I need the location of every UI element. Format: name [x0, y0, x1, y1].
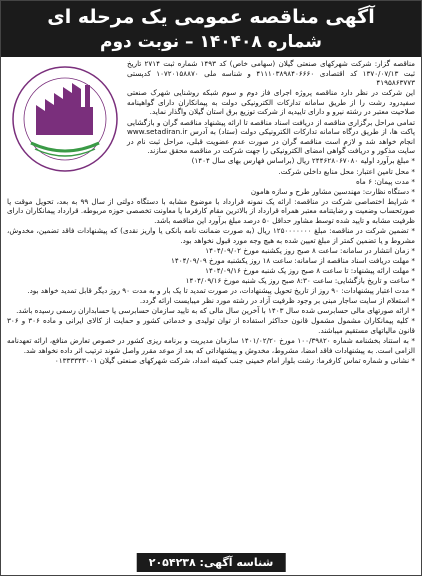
paragraph: * شرایط اختصاصی شرکت در مناقصه: ارائه یک نمونه قرارداد با موضوع مشابه با دستگاه دولتی از سال ۹۹ به بعد، تحویل موقت یا صورتحساب وضعیت و رضایتنامه معتبر همراه قرارداد از بالاترین مقام کارفرما یا معاونت تخصصی حوزه مربوطه. قرارداد پیمانکاران دارای ظرفیت مشابه و تایید شده توسط مشاور حداقل ۵۰ درصد مبلغ برآورد این مناقصه باشد. — [7, 196, 415, 225]
paragraph: * ساعت و تاریخ بازگشایی: ساعت ۸:۳۰ صبح روز یک شنبه مورخ ۱۴۰۴/۰۹/۱۶ — [185, 276, 415, 286]
paragraph: * مهلت دریافت اسناد مناقصه از سامانه: ساعت ۱۸ روز یکشنبه مورخ ۱۴۰۴/۰۹/۰۹ — [171, 255, 415, 265]
paragraph: * محل تامین اعتبار: محل منابع داخلی شرکت. — [278, 166, 415, 176]
tender-body — [7, 59, 415, 545]
ad-id-badge: شناسه آگهی: ۲۰۵۴۲۳۸ — [137, 553, 286, 572]
paragraph: تمامی مراحل برگزاری مناقصه از دریافت اسناد مناقصه تا ارائه پیشنهاد مناقصه گران و بازگشایی پاکت ها، از طریق درگاه سامانه تدارکات الکترونیکی دولت (ستاد) به آدرس www.setadiran.ir انجام خواهد شد و لازم است مناقصه گران در صورت عدم عضویت قبلی، مراحل ثبت نام در سایت مذکور و دریافت گواهی امضای الکترونیکی را جهت شرکت در مناقصه محقق سازند. — [127, 117, 415, 156]
paragraph: * زمان انتشار در سامانه: ساعت ۸ صبح روز یکشنبه مورخ ۱۴۰۴/۰۹/۰۲ — [205, 245, 415, 255]
paragraph: * استعلام از سایت ساجار مبنی بر وجود ظرفیت آزاد در رشته مورد نظر میبایست ارائه گردد. — [139, 296, 415, 306]
tender-footer — [1, 549, 421, 575]
paragraph: * تضمین شرکت در مناقصه: مبلغ ۱۲۵۰۰۰۰۰۰۰ ریال (به صورت ضمانت نامه بانکی یا واریز نقدی) که پیشنهادات فاقد تضمین، مخدوش، مشروط و یا تضمین کمتر از مبلغ تعیین شده به هیچ وجه مورد قبول نخواهد بود. — [7, 226, 415, 245]
paragraph: * به استناد بخشنامه شماره ۱۰۰/۳۹۸۲۰ مورخ ۱۴۰۱/۰۲/۲۰ سازمان مدیریت و برنامه ریزی کشور در خصوص تعارض منافع، ارائه تعهدنامه الزامی است. به پیشنهادات فاقد امضا، مشروط، مخدوش و پیشنهاداتی که بعد از موعد مقرر واصل شوند ترتیب اثر داده نخواهد شد. — [7, 336, 415, 355]
paragraph: * مبلغ برآورد اولیه ۲۴۴۶۲۸۰۶۷۰۸۰ ریال (براساس فهارس بهای سال ۱۴۰۴) — [191, 156, 415, 166]
paragraph: مناقصه گزار: شرکت شهرکهای صنعتی گیلان (سهامی خاص) کد ۱۴۹۳ شماره ثبت ۲۷۱۴ تاریخ ثبت ۱۳۷۰/۰۷/۱۳ کد اقتصادی ۴۱۱۱۰۳۸۹۸۴۰۶۶۶۰ و شناسه ملی ۱۰۷۲۰۱۵۸۸۷۰ کدپستی ۴۱۹۵۸۶۳۷۷۳ — [127, 59, 416, 88]
paragraph: * مدت پیمان: ۶ ماه — [355, 176, 415, 186]
paragraph: * ارائه صورتهای مالی حسابرسی شده سال ۱۴۰۳ با آخرین سال مالی که به تایید سازمان حسابرسی یا حسابداران رسمی رسیده باشد. — [16, 306, 415, 316]
paragraph: این شرکت در نظر دارد مناقصه پروژه اجرای فاز دوم و سوم شبکه روشنایی شهرک صنعتی سفیدرود رشت را از طریق سامانه تدارکات الکترونیکی دولت به پیمانکاران دارای گواهینامه صلاحیت معتبر در رشته نیرو و دارای تاییدیه از شرکت توزیع برق استان گیلان واگذار نماید. — [127, 88, 415, 117]
logo-space — [7, 59, 127, 177]
tender-header — [1, 1, 421, 57]
tender-number: شماره ۱۴۰۴۰۸ – نوبت دوم — [100, 32, 322, 52]
tender-title: آگهی مناقصه عمومی یک مرحله ای — [47, 6, 375, 28]
paragraph: * مدت اعتبار پیشنهادات: ۹۰ روز از تاریخ تحویل پیشنهادات، در صورت تمدید تا یک بار و به مدت ۹۰ روز دیگر قابل تمدید خواهد بود. — [27, 286, 415, 296]
paragraph: * دستگاه نظارت: مهندسین مشاور طرح و سازه هامون — [250, 186, 415, 196]
paragraph: * نشانی و شماره تماس کارفرما: رشت بلوار امام خمینی جنب کمیته امداد، شرکت شهرکهای صنعتی گیلان ۰۱۳۳۳۳۴۳۰۰۱ — [54, 355, 415, 365]
paragraph: * کلیه پیمانکاران مشمول مشمول قانون حداکثر استفاده از توان تولیدی و خدماتی کشور و حمایت از کالای ایرانی و ماده ۳۰۶ و ۳۰۶ قانون مالیاتهای مستقیم میباشند. — [7, 316, 415, 336]
paragraph: * مهلت ارائه پیشنهاد: تا ساعت ۸ صبح روز یک شنبه مورخ ۱۴۰۴/۰۹/۱۶ — [205, 265, 415, 275]
